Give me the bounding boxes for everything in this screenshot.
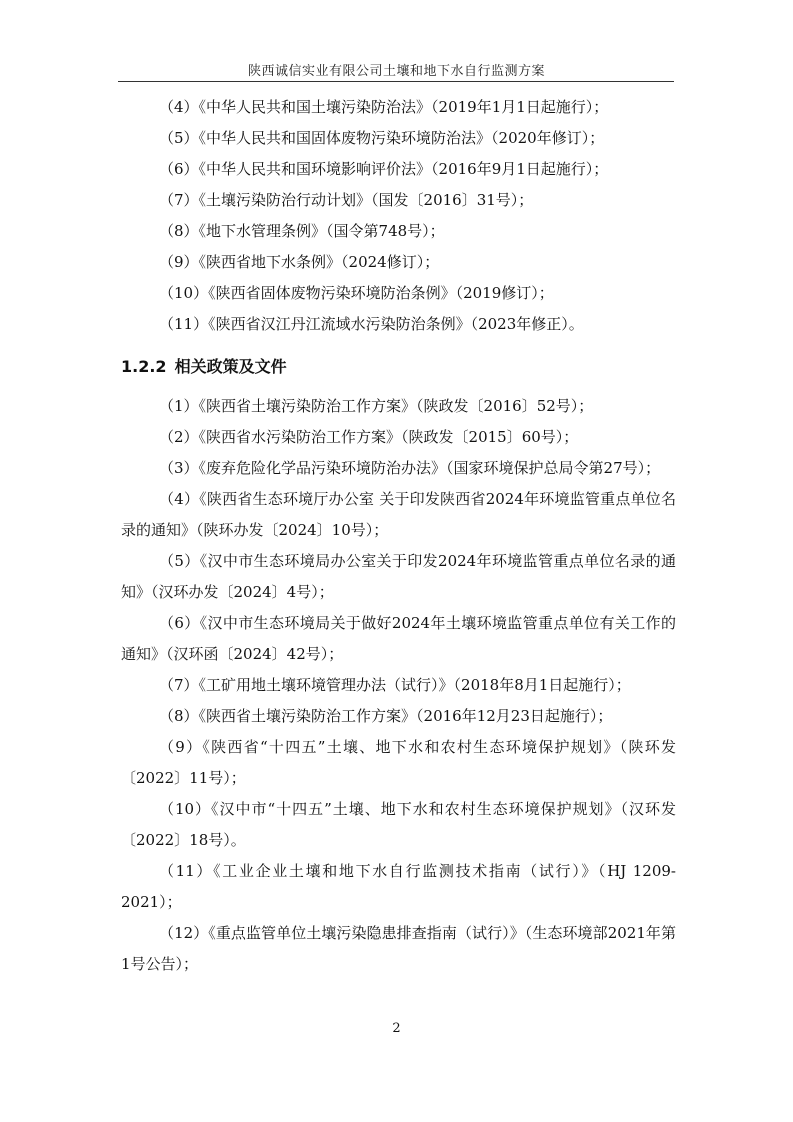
list-item: （5）《中华人民共和国固体废物污染环境防治法》（2020年修订）； — [159, 129, 605, 147]
list-item: （8）《陕西省土壤污染防治工作方案》（2016年12月23日起施行）； — [159, 707, 613, 725]
list-item: （2）《陕西省水污染防治工作方案》（陕政发〔2015〕60号）； — [159, 428, 579, 446]
laws-list — [121, 92, 676, 340]
section-title: 相关政策及文件 — [174, 357, 287, 376]
page-number: 2 — [392, 1021, 401, 1036]
running-header: 陕西诚信实业有限公司土壤和地下水自行监测方案 — [247, 64, 545, 79]
list-item: （5）《汉中市生态环境局办公室关于印发2024年环境监管重点单位名录的通知》（汉环办发〔2024〕4号）； — [121, 552, 676, 601]
list-item: （8）《地下水管理条例》（国令第748号）； — [159, 222, 445, 240]
document-body — [121, 92, 676, 980]
section-number: 1.2.2 — [121, 357, 167, 376]
list-item: （10）《陕西省固体废物污染环境防治条例》（2019修订）； — [159, 284, 554, 302]
list-item: （10）《汉中市“十四五”土壤、地下水和农村生态环境保护规划》（汉环发〔2022〕18号）。 — [121, 800, 676, 849]
list-item: （3）《废弃危险化学品污染环境防治办法》（国家环境保护总局令第27号）； — [159, 459, 661, 477]
policies-list — [121, 391, 676, 980]
list-item: （6）《中华人民共和国环境影响评价法》（2016年9月1日起施行）； — [159, 160, 609, 178]
list-item: （4）《陕西省生态环境厅办公室 关于印发陕西省2024年环境监管重点单位名录的通知》（陕环办发〔2024〕10号）； — [121, 490, 676, 539]
list-item: （7）《工矿用地土壤环境管理办法（试行）》（2018年8月1日起施行）； — [159, 676, 631, 694]
list-item: （1）《陕西省土壤污染防治工作方案》（陕政发〔2016〕52号）； — [159, 397, 594, 415]
list-item: （12）《重点监管单位土壤污染隐患排查指南（试行）》（生态环境部2021年第1号公告）； — [121, 924, 676, 973]
header-divider — [118, 81, 674, 82]
list-item: （11）《陕西省汉江丹江流域水污染防治条例》（2023年修正）。 — [159, 315, 584, 333]
list-item: （7）《土壤污染防治行动计划》（国发〔2016〕31号）； — [159, 191, 534, 209]
list-item: （9）《陕西省“十四五”土壤、地下水和农村生态环境保护规划》（陕环发〔2022〕11号）； — [121, 738, 676, 787]
list-item: （9）《陕西省地下水条例》（2024修订）； — [159, 253, 440, 271]
list-item: （11）《工业企业土壤和地下水自行监测技术指南（试行）》（HJ 1209-2021）； — [121, 862, 676, 911]
list-item: （6）《汉中市生态环境局关于做好2024年土壤环境监管重点单位有关工作的通知》（汉环函〔2024〕42号）； — [121, 614, 676, 663]
section-heading — [121, 357, 676, 377]
list-item: （4）《中华人民共和国土壤污染防治法》（2019年1月1日起施行）； — [159, 98, 609, 116]
